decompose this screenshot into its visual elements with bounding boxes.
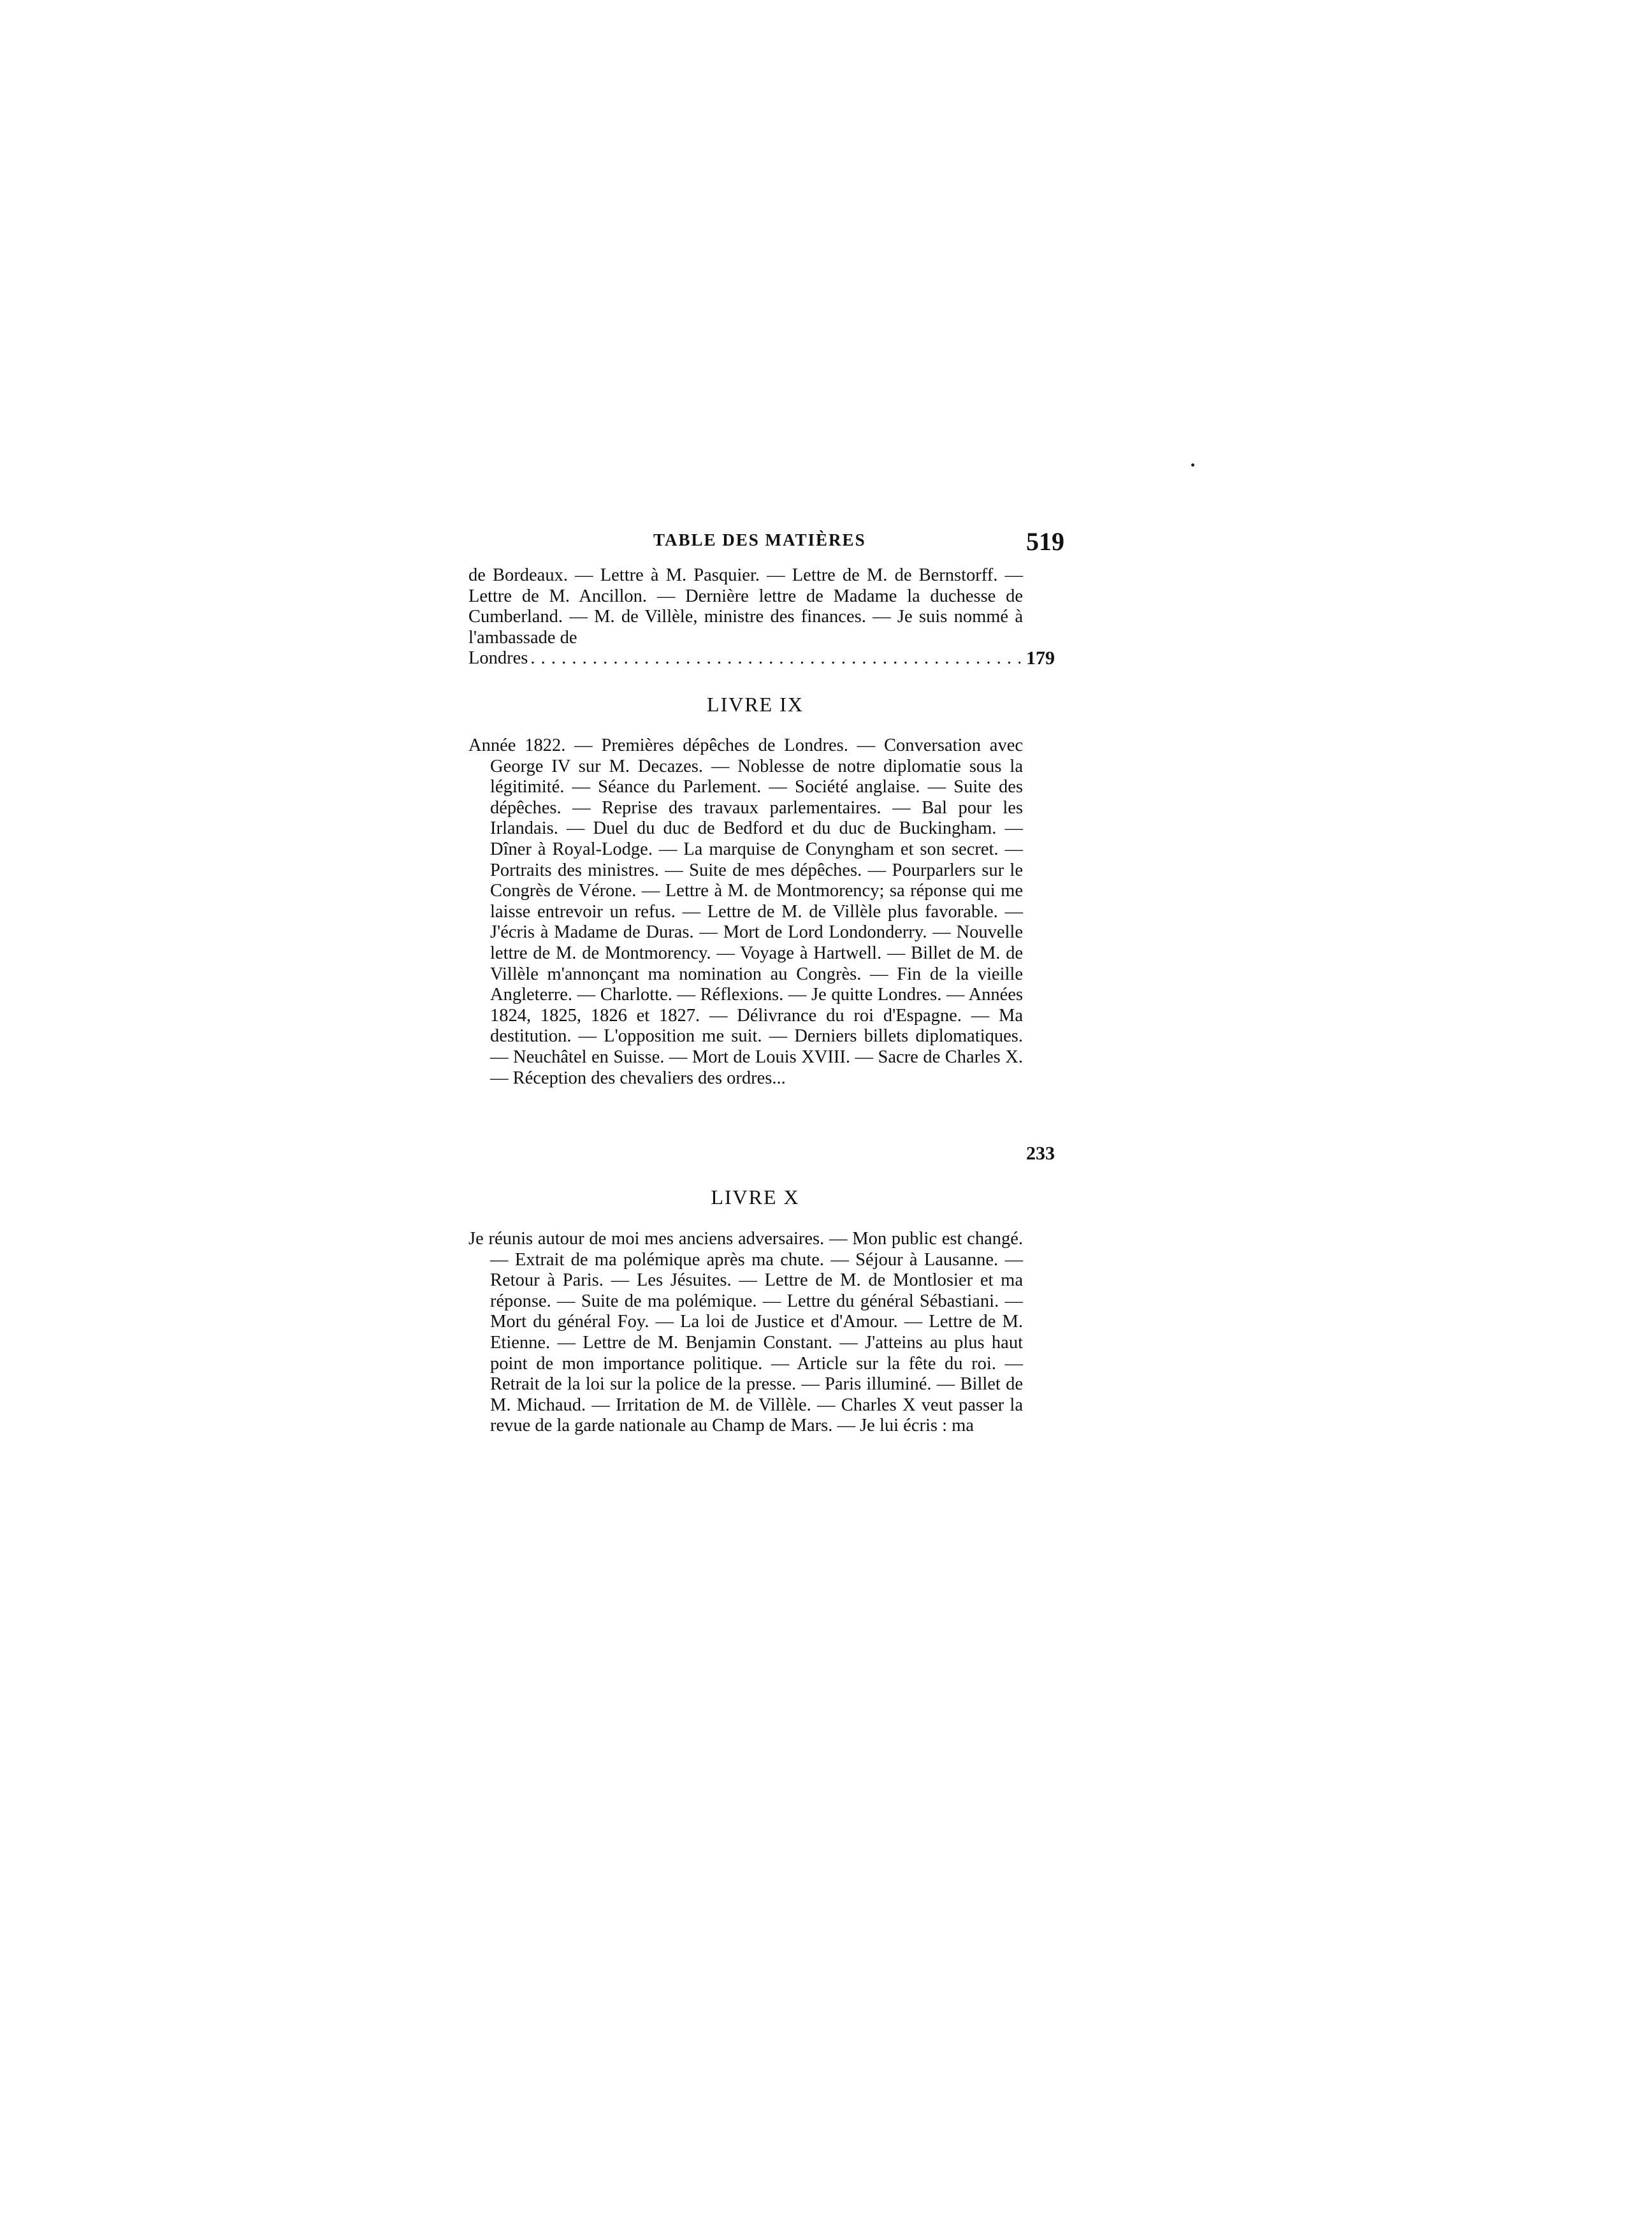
dot-leader	[530, 648, 1020, 669]
toc-entry-last-line	[468, 648, 1023, 669]
toc-entry-continuation	[468, 565, 1023, 669]
toc-entry-text: Je réunis autour de moi mes anciens adversaires. — Mon public est changé. — Extrait de ma polémique après ma chute. — Séjour à Lausanne. — Retour à Paris. — Les Jésuites. — Lettre de M. de Montlosier et ma réponse. — Suite de ma polémique. — Lettre du général Sébastiani. — Mort du général Foy. — La loi de Justice et d'Amour. — Lettre de M. Etienne. — Lettre de M. Benjamin Constant. — J'atteins au plus haut point de mon importance politique. — Article sur la fête du roi. — Retrait de la loi sur la police de la presse. — Paris illuminé. — Billet de M. Michaud. — Irritation de M. de Villèle. — Charles X veut passer la revue de la garde nationale au Champ de Mars. — Je lui écris : ma	[468, 1229, 1023, 1436]
page-number: 519	[1026, 527, 1064, 556]
toc-entry-livre-x	[468, 1229, 1023, 1437]
toc-entry-text: de Bordeaux. — Lettre à M. Pasquier. — Lettre de M. de Bernstorff. — Lettre de M. Ancillon. — Dernière lettre de Madame la duchesse de Cumberland. — M. de Villèle, ministre des finances. — Je suis nommé à l'ambassade de	[468, 565, 1023, 648]
toc-page-number: 179	[1026, 648, 1055, 669]
toc-entry-last-text: Londres	[468, 648, 528, 669]
running-title: TABLE DES MATIÈRES	[653, 530, 866, 549]
book-heading-livre-ix: LIVRE IX	[707, 693, 804, 716]
book-heading-livre-x: LIVRE X	[711, 1186, 800, 1209]
toc-entry-text: Année 1822. — Premières dépêches de Londres. — Conversation avec George IV sur M. Decazes. — Noblesse de notre diplomatie sous la légitimité. — Séance du Parlement. — Société anglaise. — Suite des dépêches. — Reprise des travaux parlementaires. — Bal pour les Irlandais. — Duel du duc de Bedford et du duc de Buckingham. — Dîner à Royal-Lodge. — La marquise de Conyngham et son secret. — Portraits des ministres. — Suite de mes dépêches. — Pourparlers sur le Congrès de Vérone. — Lettre à M. de Montmorency; sa réponse qui me laisse entrevoir un refus. — Lettre de M. de Villèle plus favorable. — J'écris à Madame de Duras. — Mort de Lord Londonderry. — Nouvelle lettre de M. de Montmorency. — Voyage à Hartwell. — Billet de M. de Villèle m'annonçant ma nomination au Congrès. — Fin de la vieille Angleterre. — Charlotte. — Réflexions. — Je quitte Londres. — Années 1824, 1825, 1826 et 1827. — Délivrance du roi d'Espagne. — Ma destitution. — L'opposition me suit. — Derniers billets diplomatiques. — Neuchâtel en Suisse. — Mort de Louis XVIII. — Sacre de Charles X. — Réception des chevaliers des ordres...	[468, 736, 1023, 1088]
toc-page-number: 233	[1026, 1143, 1055, 1164]
toc-entry-livre-ix	[468, 736, 1023, 1089]
print-speck	[1191, 463, 1194, 467]
running-header	[462, 526, 1071, 558]
